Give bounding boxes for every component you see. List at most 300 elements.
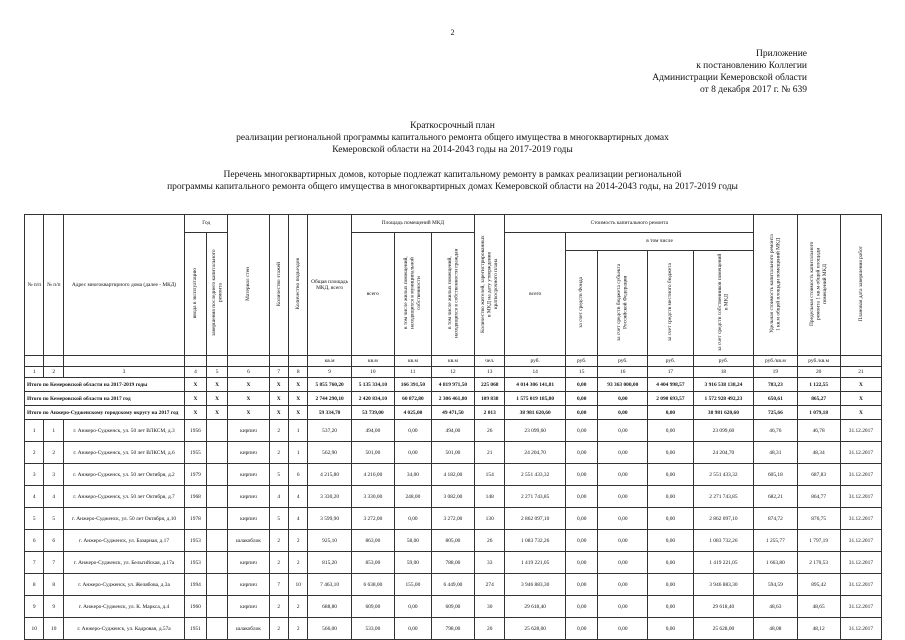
floors-cell: 2 <box>269 596 288 618</box>
value-cell: 29 618,40 <box>505 596 566 618</box>
entrances-cell: 2 <box>288 530 307 552</box>
header-cost-local <box>648 251 693 356</box>
value-cell: 29 618,40 <box>693 596 754 618</box>
total-label: Итого по Кемеровской области на 2017 год <box>25 392 185 406</box>
header-cost-owners <box>693 251 754 356</box>
total-cell: 4 014 306 141,81 <box>505 378 566 392</box>
value-cell: 2 862 097,10 <box>693 508 754 530</box>
entrances-cell: 6 <box>288 464 307 486</box>
value-cell: 0,00 <box>598 486 648 508</box>
table-row <box>25 464 882 486</box>
table-row <box>25 574 882 596</box>
value-cell: 0,00 <box>565 618 597 640</box>
year-cell: 1953 <box>185 552 207 574</box>
column-number-cell: 14 <box>505 367 566 378</box>
entrances-cell: 4 <box>288 486 307 508</box>
total-cell: 2 306 461,80 <box>431 392 474 406</box>
floors-cell: 5 <box>269 508 288 530</box>
floors-cell: 2 <box>269 618 288 640</box>
value-cell: 788,00 <box>431 552 474 574</box>
value-cell: 24 204,70 <box>693 442 754 464</box>
row-number: 10 <box>44 618 63 640</box>
value-cell: 7 463,10 <box>308 574 351 596</box>
units-row <box>25 356 882 367</box>
total-cell: 38 981 620,60 <box>505 406 566 420</box>
header-cost-all: всего <box>505 233 566 356</box>
value-cell: 20 <box>475 618 505 640</box>
header-year-commission-text: ввода в эксплуатацию <box>192 267 199 319</box>
value-cell: 925,10 <box>308 530 351 552</box>
value-cell: 605,18 <box>754 464 797 486</box>
value-cell: 0,00 <box>648 596 693 618</box>
value-cell: 0,00 <box>565 574 597 596</box>
total-cell: 650,61 <box>754 392 797 406</box>
title-line: Кемеровской области на 2014-2043 годы на 2017-2019 годы <box>332 145 573 155</box>
repair-year-cell <box>206 596 228 618</box>
date-cell: 31.12.2017 <box>840 508 881 530</box>
entrances-cell: 2 <box>288 552 307 574</box>
total-cell: X <box>206 392 228 406</box>
row-number: 6 <box>44 530 63 552</box>
value-cell: 0,00 <box>598 420 648 442</box>
year-cell: 1978 <box>185 508 207 530</box>
value-cell: 0,00 <box>648 552 693 574</box>
row-number: 8 <box>44 574 63 596</box>
value-cell: 26 <box>475 530 505 552</box>
walls-cell: кирпич <box>228 420 269 442</box>
column-number-cell: 2 <box>44 367 63 378</box>
header-cost-owners-text: за счет средств собственников помещений в МКД <box>717 253 730 351</box>
total-cell: X <box>228 378 269 392</box>
header-year-repair-text: завершения последнего капитального ремонта <box>210 249 224 337</box>
year-cell: 1955 <box>185 442 207 464</box>
address-cell: г. Анжеро-Судженск, ул. Базарная, д.17 <box>63 530 184 552</box>
entrances-cell: 1 <box>288 442 307 464</box>
appendix-line: от 8 декабря 2017 г. № 639 <box>700 85 807 95</box>
value-cell: 0,00 <box>648 618 693 640</box>
entrances-cell: 10 <box>288 574 307 596</box>
repair-year-cell <box>206 420 228 442</box>
address-cell: г. Анжеро-Судженск, ул. 50 лет Октября, д.2 <box>63 464 184 486</box>
value-cell: 0,00 <box>648 486 693 508</box>
unit-cell: кв.м <box>351 356 394 367</box>
total-cell: X <box>206 378 228 392</box>
appendix-line: к постановлению Коллегии <box>696 61 807 71</box>
value-cell: 863,00 <box>351 530 394 552</box>
total-cell: 1 572 928 492,23 <box>693 392 754 406</box>
header-cost-region-text: за счет средств бюджета субъекта Российской Федерации <box>616 263 629 341</box>
value-cell: 25 628,00 <box>693 618 754 640</box>
walls-cell: кирпич <box>228 596 269 618</box>
total-cell: 2 744 290,10 <box>308 392 351 406</box>
value-cell: 1 083 732,26 <box>505 530 566 552</box>
column-number-cell: 6 <box>228 367 269 378</box>
value-cell: 0,00 <box>598 508 648 530</box>
entrances-cell: 2 <box>288 596 307 618</box>
header-area-mun <box>395 233 432 356</box>
floors-cell: 2 <box>269 442 288 464</box>
value-cell: 3 599,90 <box>308 508 351 530</box>
value-cell: 59,00 <box>395 552 432 574</box>
value-cell: 533,00 <box>351 618 394 640</box>
repair-year-cell <box>206 486 228 508</box>
unit-cell: руб. <box>565 356 597 367</box>
total-cell: X <box>228 392 269 406</box>
value-cell: 3 082,00 <box>431 486 474 508</box>
max-cost-cell: 687,83 <box>797 464 840 486</box>
value-cell: 25 628,00 <box>505 618 566 640</box>
floors-cell: 2 <box>269 530 288 552</box>
table-body <box>25 378 882 640</box>
value-cell: 6 638,00 <box>351 574 394 596</box>
column-number-cell: 1 <box>25 367 44 378</box>
max-cost-cell: 876,75 <box>797 508 840 530</box>
value-cell: 1 083 732,26 <box>693 530 754 552</box>
max-cost-cell: 48,65 <box>797 596 840 618</box>
value-cell: 0,00 <box>565 442 597 464</box>
total-cell: X <box>206 406 228 420</box>
total-cell: 38 981 620,60 <box>693 406 754 420</box>
total-cell: 1 079,18 <box>797 406 840 420</box>
row-number: 2 <box>44 442 63 464</box>
page-number: 2 <box>450 28 455 37</box>
max-cost-cell: 46,78 <box>797 420 840 442</box>
walls-cell: кирпич <box>228 574 269 596</box>
value-cell: 0,00 <box>598 530 648 552</box>
total-cell: X <box>269 392 288 406</box>
row-number: 8 <box>25 574 44 596</box>
total-row <box>25 406 882 420</box>
value-cell: 4 182,00 <box>431 464 474 486</box>
column-number-cell: 12 <box>431 367 474 378</box>
unit-cell: руб. <box>598 356 648 367</box>
value-cell: 0,00 <box>565 530 597 552</box>
max-cost-cell: 864,77 <box>797 486 840 508</box>
address-cell: г. Анжеро-Судженск, ул. 50 лет Октября, д.10 <box>63 508 184 530</box>
total-cell: 60 872,80 <box>395 392 432 406</box>
header-cost-region <box>598 251 648 356</box>
value-cell: 2 271 743,85 <box>693 486 754 508</box>
row-number: 1 <box>25 420 44 442</box>
row-number: 10 <box>25 618 44 640</box>
total-cell: 225 068 <box>475 378 505 392</box>
year-cell: 1979 <box>185 464 207 486</box>
value-cell: 537,20 <box>308 420 351 442</box>
value-cell: 0,00 <box>395 618 432 640</box>
value-cell: 0,00 <box>395 596 432 618</box>
value-cell: 3 330,20 <box>308 486 351 508</box>
header-area-all: всего <box>351 233 394 356</box>
date-cell: 31.12.2017 <box>840 596 881 618</box>
header-incl: в том числе <box>565 233 753 251</box>
total-cell: 2 013 <box>475 406 505 420</box>
value-cell: 0,00 <box>598 596 648 618</box>
value-cell: 0,00 <box>598 442 648 464</box>
max-cost-cell: 2 170,53 <box>797 552 840 574</box>
total-cell: X <box>185 378 207 392</box>
value-cell: 2 271 743,85 <box>505 486 566 508</box>
total-cell: 4 404 998,57 <box>648 378 693 392</box>
header-entrances-text: Количество подъездов <box>295 258 302 310</box>
year-cell: 1953 <box>185 530 207 552</box>
address-cell: г. Анжеро-Судженск, ул. Желябова, д.3а <box>63 574 184 596</box>
unit-cell: руб./кв.м <box>797 356 840 367</box>
value-cell: 1 663,80 <box>754 552 797 574</box>
repair-year-cell <box>206 552 228 574</box>
year-cell: 1956 <box>185 420 207 442</box>
total-cell: X <box>228 406 269 420</box>
address-cell: г. Анжеро-Судженск, ул. 50 лет ВЛКСМ, д.3 <box>63 420 184 442</box>
header-floors-text: Количество этажей <box>275 261 282 307</box>
total-cell: 59 334,70 <box>308 406 351 420</box>
repair-year-cell <box>206 618 228 640</box>
row-number: 3 <box>44 464 63 486</box>
header-area-total: Общая площадь МКД, всего <box>308 215 351 356</box>
row-number: 4 <box>25 486 44 508</box>
value-cell: 0,00 <box>565 552 597 574</box>
value-cell: 501,00 <box>431 442 474 464</box>
date-cell: 31.12.2017 <box>840 618 881 640</box>
total-cell: X <box>840 406 881 420</box>
address-cell: г. Анжеро-Судженск, ул. К. Маркса, д.4 <box>63 596 184 618</box>
value-cell: 3 272,00 <box>351 508 394 530</box>
value-cell: 0,00 <box>598 574 648 596</box>
repair-year-cell <box>206 508 228 530</box>
total-cell: 0,00 <box>598 406 648 420</box>
max-cost-cell: 1 797,19 <box>797 530 840 552</box>
total-cell: X <box>185 406 207 420</box>
row-number: 4 <box>44 486 63 508</box>
total-cell: X <box>288 406 307 420</box>
date-cell: 31.12.2017 <box>840 530 881 552</box>
total-cell: X <box>840 378 881 392</box>
repair-plan-table <box>24 214 882 640</box>
value-cell: 4 216,00 <box>351 464 394 486</box>
value-cell: 3 946 883,30 <box>693 574 754 596</box>
table-row <box>25 420 882 442</box>
header-residents-text: Количество жителей, зарегистрированных в МКД на дату утверждения краткосрочного плана <box>480 235 499 333</box>
header-unit-cost <box>754 215 797 356</box>
value-cell: 815,20 <box>308 552 351 574</box>
value-cell: 682,21 <box>754 486 797 508</box>
total-cell: 53 739,00 <box>351 406 394 420</box>
total-cell: 0,00 <box>565 378 597 392</box>
header-area-mun-text: в том числе жилых помещений, находящихся в муниципальной собственности <box>403 256 423 330</box>
unit-cell: руб. <box>648 356 693 367</box>
walls-cell: кирпич <box>228 464 269 486</box>
total-row <box>25 378 882 392</box>
value-cell: 48,63 <box>754 596 797 618</box>
column-number-cell: 5 <box>206 367 228 378</box>
header-residents <box>475 215 505 356</box>
value-cell: 874,72 <box>754 508 797 530</box>
year-cell: 1968 <box>185 486 207 508</box>
column-number-cell: 4 <box>185 367 207 378</box>
column-number-cell: 15 <box>565 367 597 378</box>
value-cell: 0,00 <box>648 530 693 552</box>
unit-cell: руб. <box>505 356 566 367</box>
total-cell: 49 471,50 <box>431 406 474 420</box>
date-cell: 31.12.2017 <box>840 464 881 486</box>
value-cell: 501,00 <box>351 442 394 464</box>
table-row <box>25 552 882 574</box>
header-walls <box>228 215 269 356</box>
header-cost-fund-text: за счет средств Фонда <box>578 276 585 328</box>
total-cell: 93 363 000,00 <box>598 378 648 392</box>
header-max-cost-text: Предельная стоимость капитального ремонта 1 кв.м общей площади помещений МКД <box>809 241 828 327</box>
column-number-cell: 18 <box>693 367 754 378</box>
value-cell: 23 099,60 <box>693 420 754 442</box>
table-row <box>25 530 882 552</box>
address-cell: г. Анжеро-Судженск, ул. 50 лет Октября, д.7 <box>63 486 184 508</box>
column-number-cell: 3 <box>63 367 184 378</box>
value-cell: 0,00 <box>648 442 693 464</box>
appendix-note <box>652 48 807 96</box>
repair-year-cell <box>206 574 228 596</box>
value-cell: 130 <box>475 508 505 530</box>
value-cell: 494,00 <box>431 420 474 442</box>
entrances-cell: 4 <box>288 508 307 530</box>
value-cell: 0,00 <box>565 420 597 442</box>
unit-cell: кв.м <box>308 356 351 367</box>
total-cell: 783,23 <box>754 378 797 392</box>
walls-cell: шлакоблок <box>228 530 269 552</box>
header-deadline <box>840 215 881 356</box>
total-cell: X <box>288 378 307 392</box>
row-number: 5 <box>25 508 44 530</box>
total-cell: 0,00 <box>565 392 597 406</box>
total-cell: 5 135 334,10 <box>351 378 394 392</box>
table-row <box>25 486 882 508</box>
total-cell: 2 090 693,57 <box>648 392 693 406</box>
unit-cell: руб. <box>693 356 754 367</box>
address-cell: г. Анжеро-Судженск, ул. Кадровая, д.57а <box>63 618 184 640</box>
unit-cell: кв.м <box>431 356 474 367</box>
value-cell: 3 946 883,30 <box>505 574 566 596</box>
value-cell: 154 <box>475 464 505 486</box>
value-cell: 26 <box>475 420 505 442</box>
value-cell: 805,00 <box>431 530 474 552</box>
total-cell: 0,00 <box>648 406 693 420</box>
value-cell: 688,80 <box>308 596 351 618</box>
value-cell: 21 <box>475 442 505 464</box>
value-cell: 0,00 <box>648 464 693 486</box>
header-address: Адрес многоквартирного дома (далее - МКД) <box>63 215 184 356</box>
row-number: 1 <box>44 420 63 442</box>
max-cost-cell: 48,12 <box>797 618 840 640</box>
row-number: 7 <box>25 552 44 574</box>
total-cell: 725,66 <box>754 406 797 420</box>
header-year-commission <box>185 233 207 356</box>
value-cell: 0,00 <box>565 596 597 618</box>
header-unit-cost-text: Удельная стоимость капитального ремонта 1 кв.м общей площади помещений МКД <box>768 234 782 334</box>
entrances-cell: 2 <box>288 618 307 640</box>
value-cell: 562,90 <box>308 442 351 464</box>
total-row <box>25 392 882 406</box>
value-cell: 148 <box>475 486 505 508</box>
walls-cell: кирпич <box>228 508 269 530</box>
total-cell: X <box>840 392 881 406</box>
value-cell: 48,31 <box>754 442 797 464</box>
total-label: Итого по Анжеро-Судженскому городскому округу на 2017 год <box>25 406 185 420</box>
header-floors <box>269 215 288 356</box>
column-number-cell: 21 <box>840 367 881 378</box>
value-cell: 0,00 <box>395 442 432 464</box>
value-cell: 1 419 221,05 <box>505 552 566 574</box>
row-number: 9 <box>44 596 63 618</box>
total-cell: 4 025,00 <box>395 406 432 420</box>
value-cell: 0,00 <box>565 486 597 508</box>
total-cell: 2 420 834,10 <box>351 392 394 406</box>
repair-year-cell <box>206 442 228 464</box>
appendix-line: Приложение <box>756 49 807 59</box>
header-max-cost <box>797 215 840 356</box>
column-number-cell: 20 <box>797 367 840 378</box>
appendix-line: Администрации Кемеровской области <box>652 73 807 83</box>
table-row <box>25 508 882 530</box>
value-cell: 23 099,60 <box>505 420 566 442</box>
column-number-cell: 13 <box>475 367 505 378</box>
header-deadline-text: Плановая дата завершения работ <box>857 246 864 322</box>
walls-cell: кирпич <box>228 486 269 508</box>
column-number-cell: 16 <box>598 367 648 378</box>
value-cell: 594,59 <box>754 574 797 596</box>
address-cell: г. Анжеро-Судженск, ул. Бельгийская, д.17а <box>63 552 184 574</box>
column-number-cell: 8 <box>288 367 307 378</box>
value-cell: 155,00 <box>395 574 432 596</box>
column-number-cell: 9 <box>308 367 351 378</box>
header-walls-text: Материал стен <box>245 267 252 301</box>
header-area-group: Площадь помещений МКД <box>351 215 474 233</box>
value-cell: 248,00 <box>395 486 432 508</box>
date-cell: 31.12.2017 <box>840 442 881 464</box>
header-entrances <box>288 215 307 356</box>
header-area-own <box>431 233 474 356</box>
floors-cell: 2 <box>269 420 288 442</box>
value-cell: 33 <box>475 552 505 574</box>
table-row <box>25 618 882 640</box>
value-cell: 6 449,00 <box>431 574 474 596</box>
walls-cell: кирпич <box>228 552 269 574</box>
value-cell: 0,00 <box>648 574 693 596</box>
address-cell: г. Анжеро-Судженск, ул. 50 лет ВЛКСМ, д.6 <box>63 442 184 464</box>
total-cell: 5 855 760,20 <box>308 378 351 392</box>
value-cell: 30 <box>475 596 505 618</box>
total-cell: 1 122,55 <box>797 378 840 392</box>
column-number-cell: 7 <box>269 367 288 378</box>
total-cell: 4 819 971,50 <box>431 378 474 392</box>
value-cell: 46,76 <box>754 420 797 442</box>
table-row <box>25 596 882 618</box>
column-number-cell: 19 <box>754 367 797 378</box>
header-cost-local-text: за счет средств местного бюджета <box>667 262 674 342</box>
column-number-cell: 10 <box>351 367 394 378</box>
unit-cell: кв.м <box>395 356 432 367</box>
value-cell: 48,08 <box>754 618 797 640</box>
row-number: 9 <box>25 596 44 618</box>
row-number: 3 <box>25 464 44 486</box>
value-cell: 853,00 <box>351 552 394 574</box>
floors-cell: 7 <box>269 574 288 596</box>
value-cell: 0,00 <box>648 508 693 530</box>
value-cell: 1 255,77 <box>754 530 797 552</box>
date-cell: 31.12.2017 <box>840 574 881 596</box>
value-cell: 274 <box>475 574 505 596</box>
total-cell: X <box>269 378 288 392</box>
document-title <box>0 120 905 156</box>
total-cell: 0,00 <box>598 392 648 406</box>
value-cell: 3 330,00 <box>351 486 394 508</box>
